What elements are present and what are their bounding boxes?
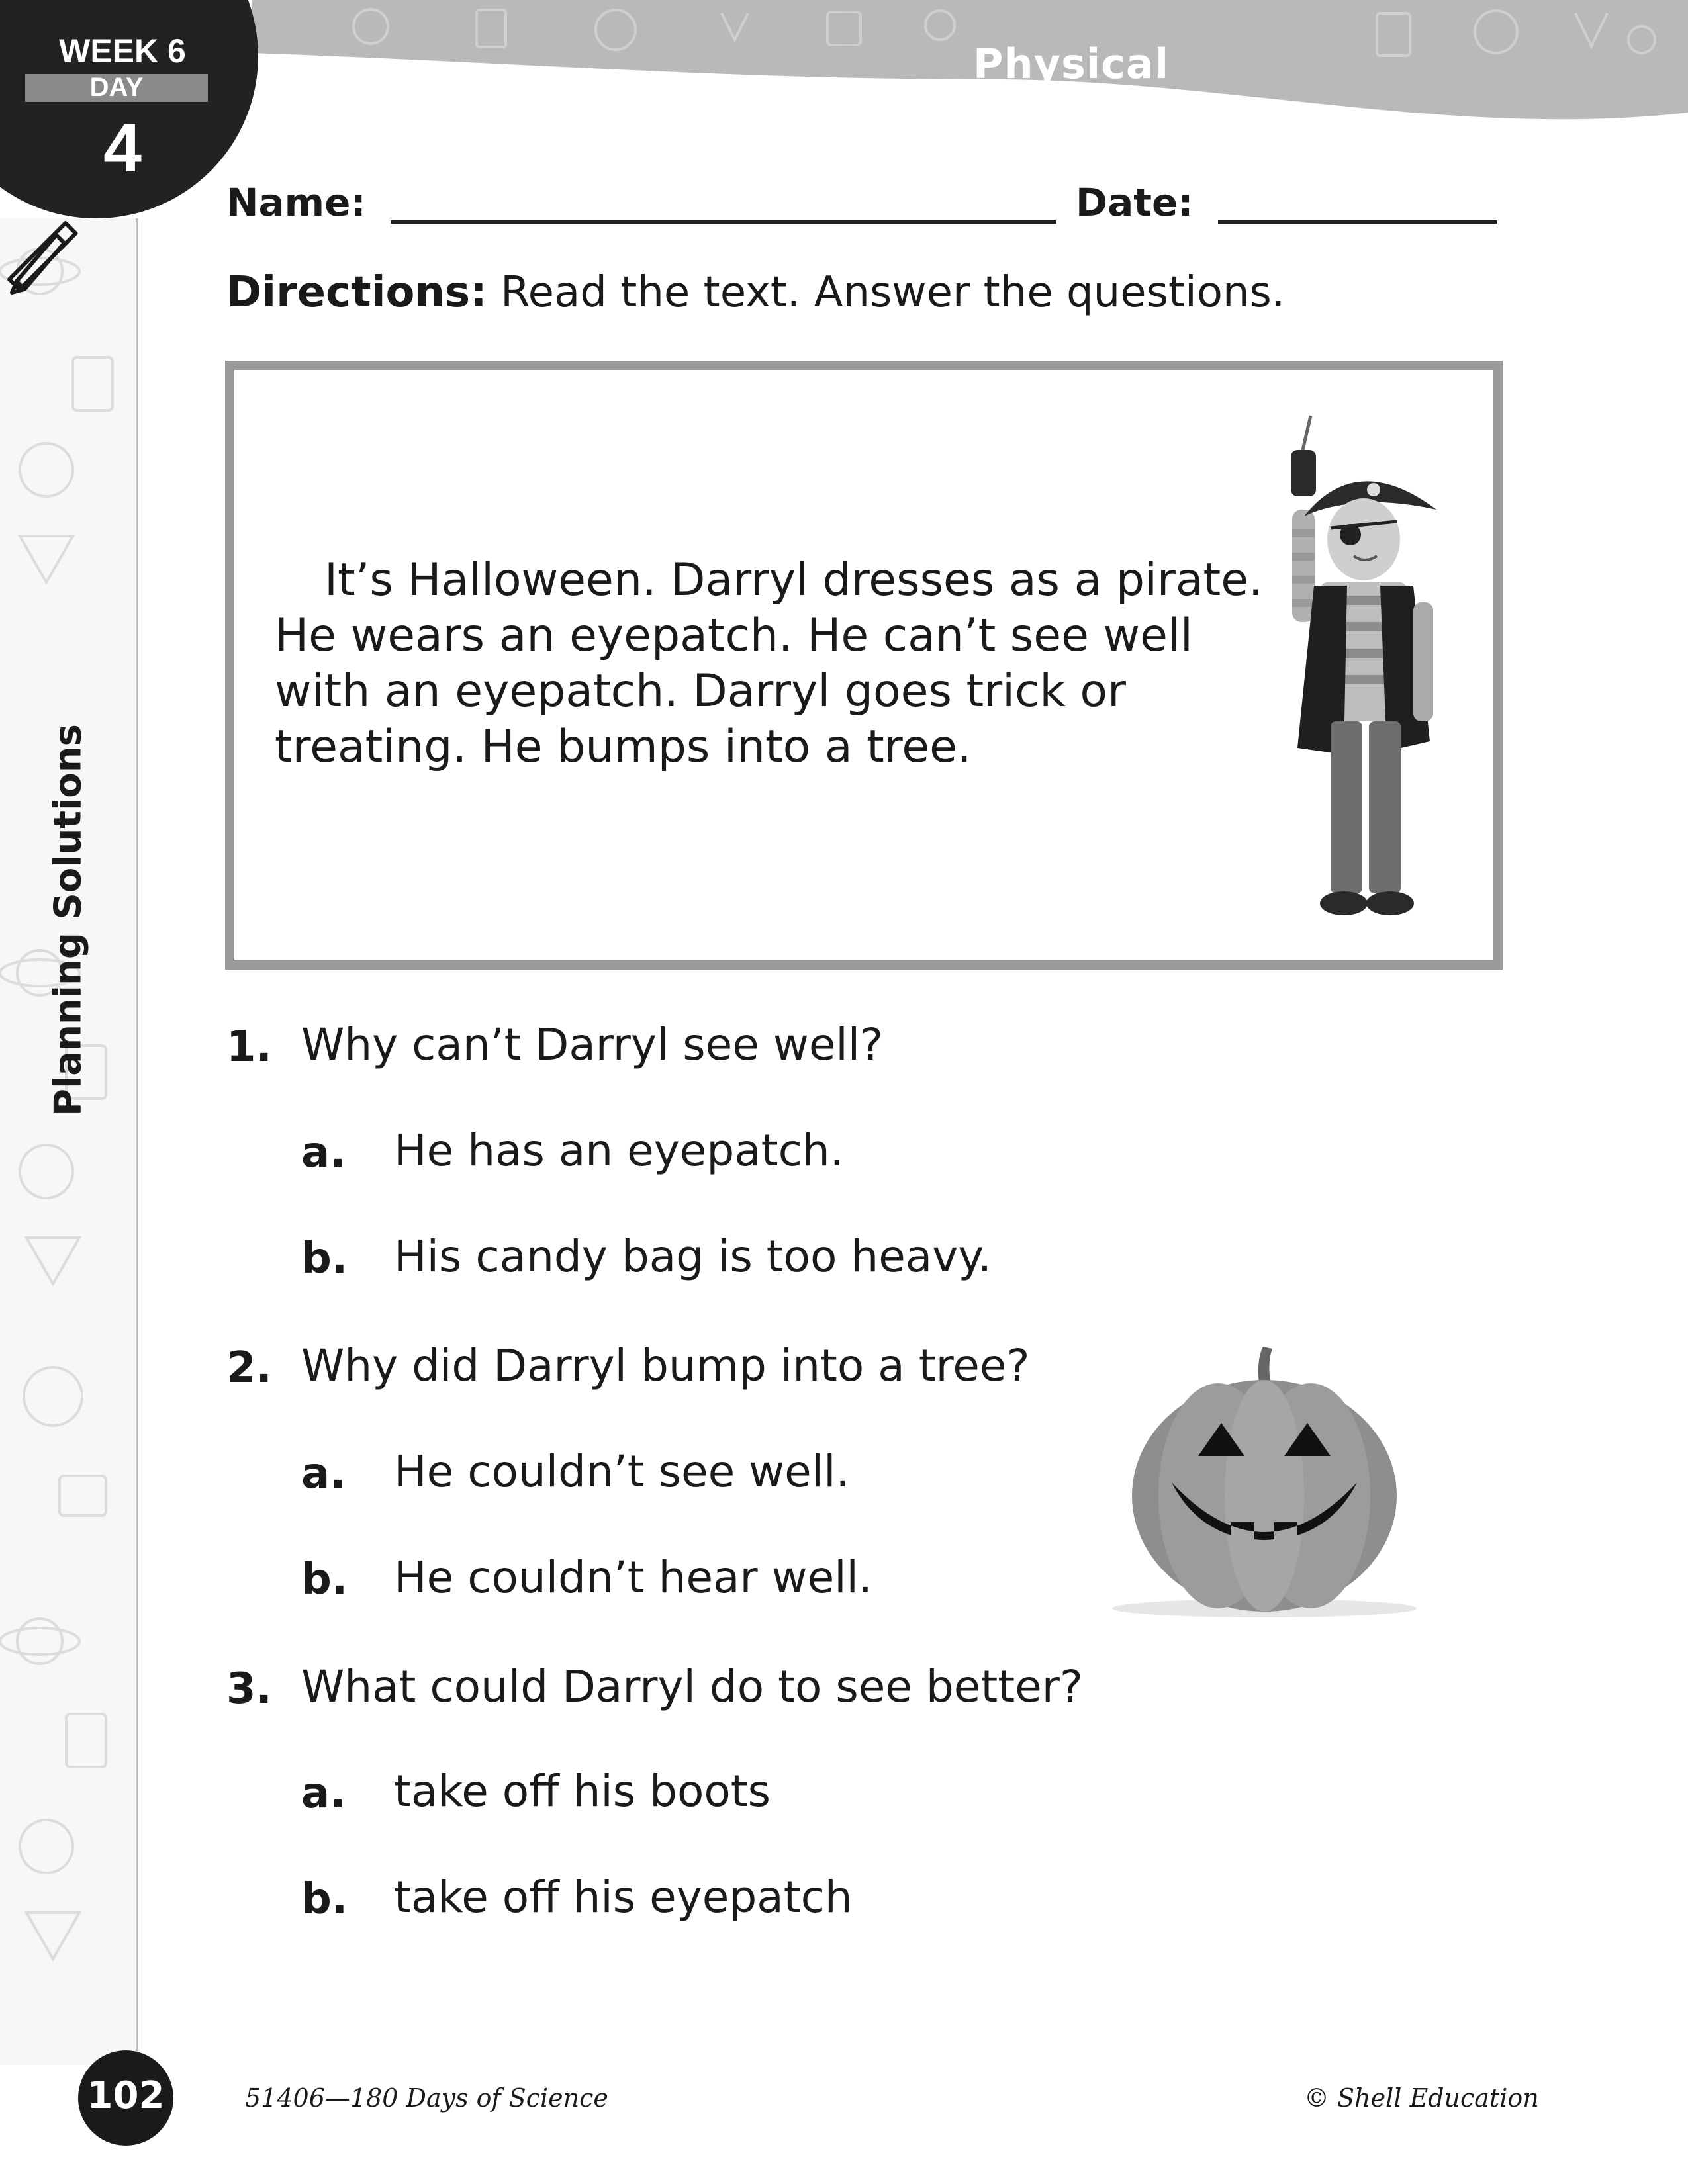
question-2-option-b-letter[interactable]: b. xyxy=(301,1555,348,1604)
question-3-option-a-text[interactable]: take off his boots xyxy=(394,1766,771,1817)
question-3-number: 3. xyxy=(226,1664,272,1713)
question-1-option-b-letter[interactable]: b. xyxy=(301,1234,348,1283)
question-3-option-a-letter[interactable]: a. xyxy=(301,1769,346,1818)
question-1-number: 1. xyxy=(226,1023,272,1071)
name-field[interactable] xyxy=(391,220,1056,224)
question-1-option-a-letter[interactable]: a. xyxy=(301,1128,346,1177)
question-2-option-b-text[interactable]: He couldn’t hear well. xyxy=(394,1552,872,1603)
page-number: 102 xyxy=(87,2074,165,2117)
question-3-text: What could Darryl do to see better? xyxy=(301,1661,1083,1712)
name-label: Name: xyxy=(226,180,366,225)
day-number: 4 xyxy=(103,110,142,187)
question-2-number: 2. xyxy=(226,1343,272,1392)
pirate-costume-boy-photo xyxy=(1258,410,1456,940)
question-3-option-b-letter[interactable]: b. xyxy=(301,1875,348,1924)
question-1-option-b-text[interactable]: His candy bag is too heavy. xyxy=(394,1231,992,1282)
reading-passage: It’s Halloween. Darryl dresses as a pirate. He wears an eyepatch. He can’t see well with an eyepatch. Darryl goes trick or treating. He bumps into a tree. xyxy=(275,554,1263,773)
jack-o-lantern-photo xyxy=(1086,1343,1430,1621)
sidebar-title: Planning Solutions xyxy=(46,724,90,1116)
pencil-ruler-icon xyxy=(0,218,79,298)
question-3-option-b-text[interactable]: take off his eyepatch xyxy=(394,1872,853,1923)
question-2-option-a-text[interactable]: He couldn’t see well. xyxy=(394,1446,850,1497)
question-1-option-a-text[interactable]: He has an eyepatch. xyxy=(394,1125,844,1176)
subject-title: Physical Science xyxy=(973,40,1169,136)
day-label: DAY xyxy=(89,73,144,102)
directions xyxy=(226,268,1285,317)
question-2-text: Why did Darryl bump into a tree? xyxy=(301,1340,1030,1391)
directions-text: Read the text. Answer the questions. xyxy=(487,268,1286,317)
date-label: Date: xyxy=(1076,180,1194,225)
sidebar xyxy=(0,218,138,2065)
date-field[interactable] xyxy=(1218,220,1497,224)
footer-book-title: 51406—180 Days of Science xyxy=(245,2083,608,2113)
directions-label: Directions: xyxy=(226,268,487,317)
question-1-text: Why can’t Darryl see well? xyxy=(301,1019,884,1070)
week-label: WEEK 6 xyxy=(59,32,186,69)
sidebar-science-pattern xyxy=(0,218,136,2065)
footer-copyright: © Shell Education xyxy=(1304,2083,1539,2113)
question-2-option-a-letter[interactable]: a. xyxy=(301,1449,346,1498)
